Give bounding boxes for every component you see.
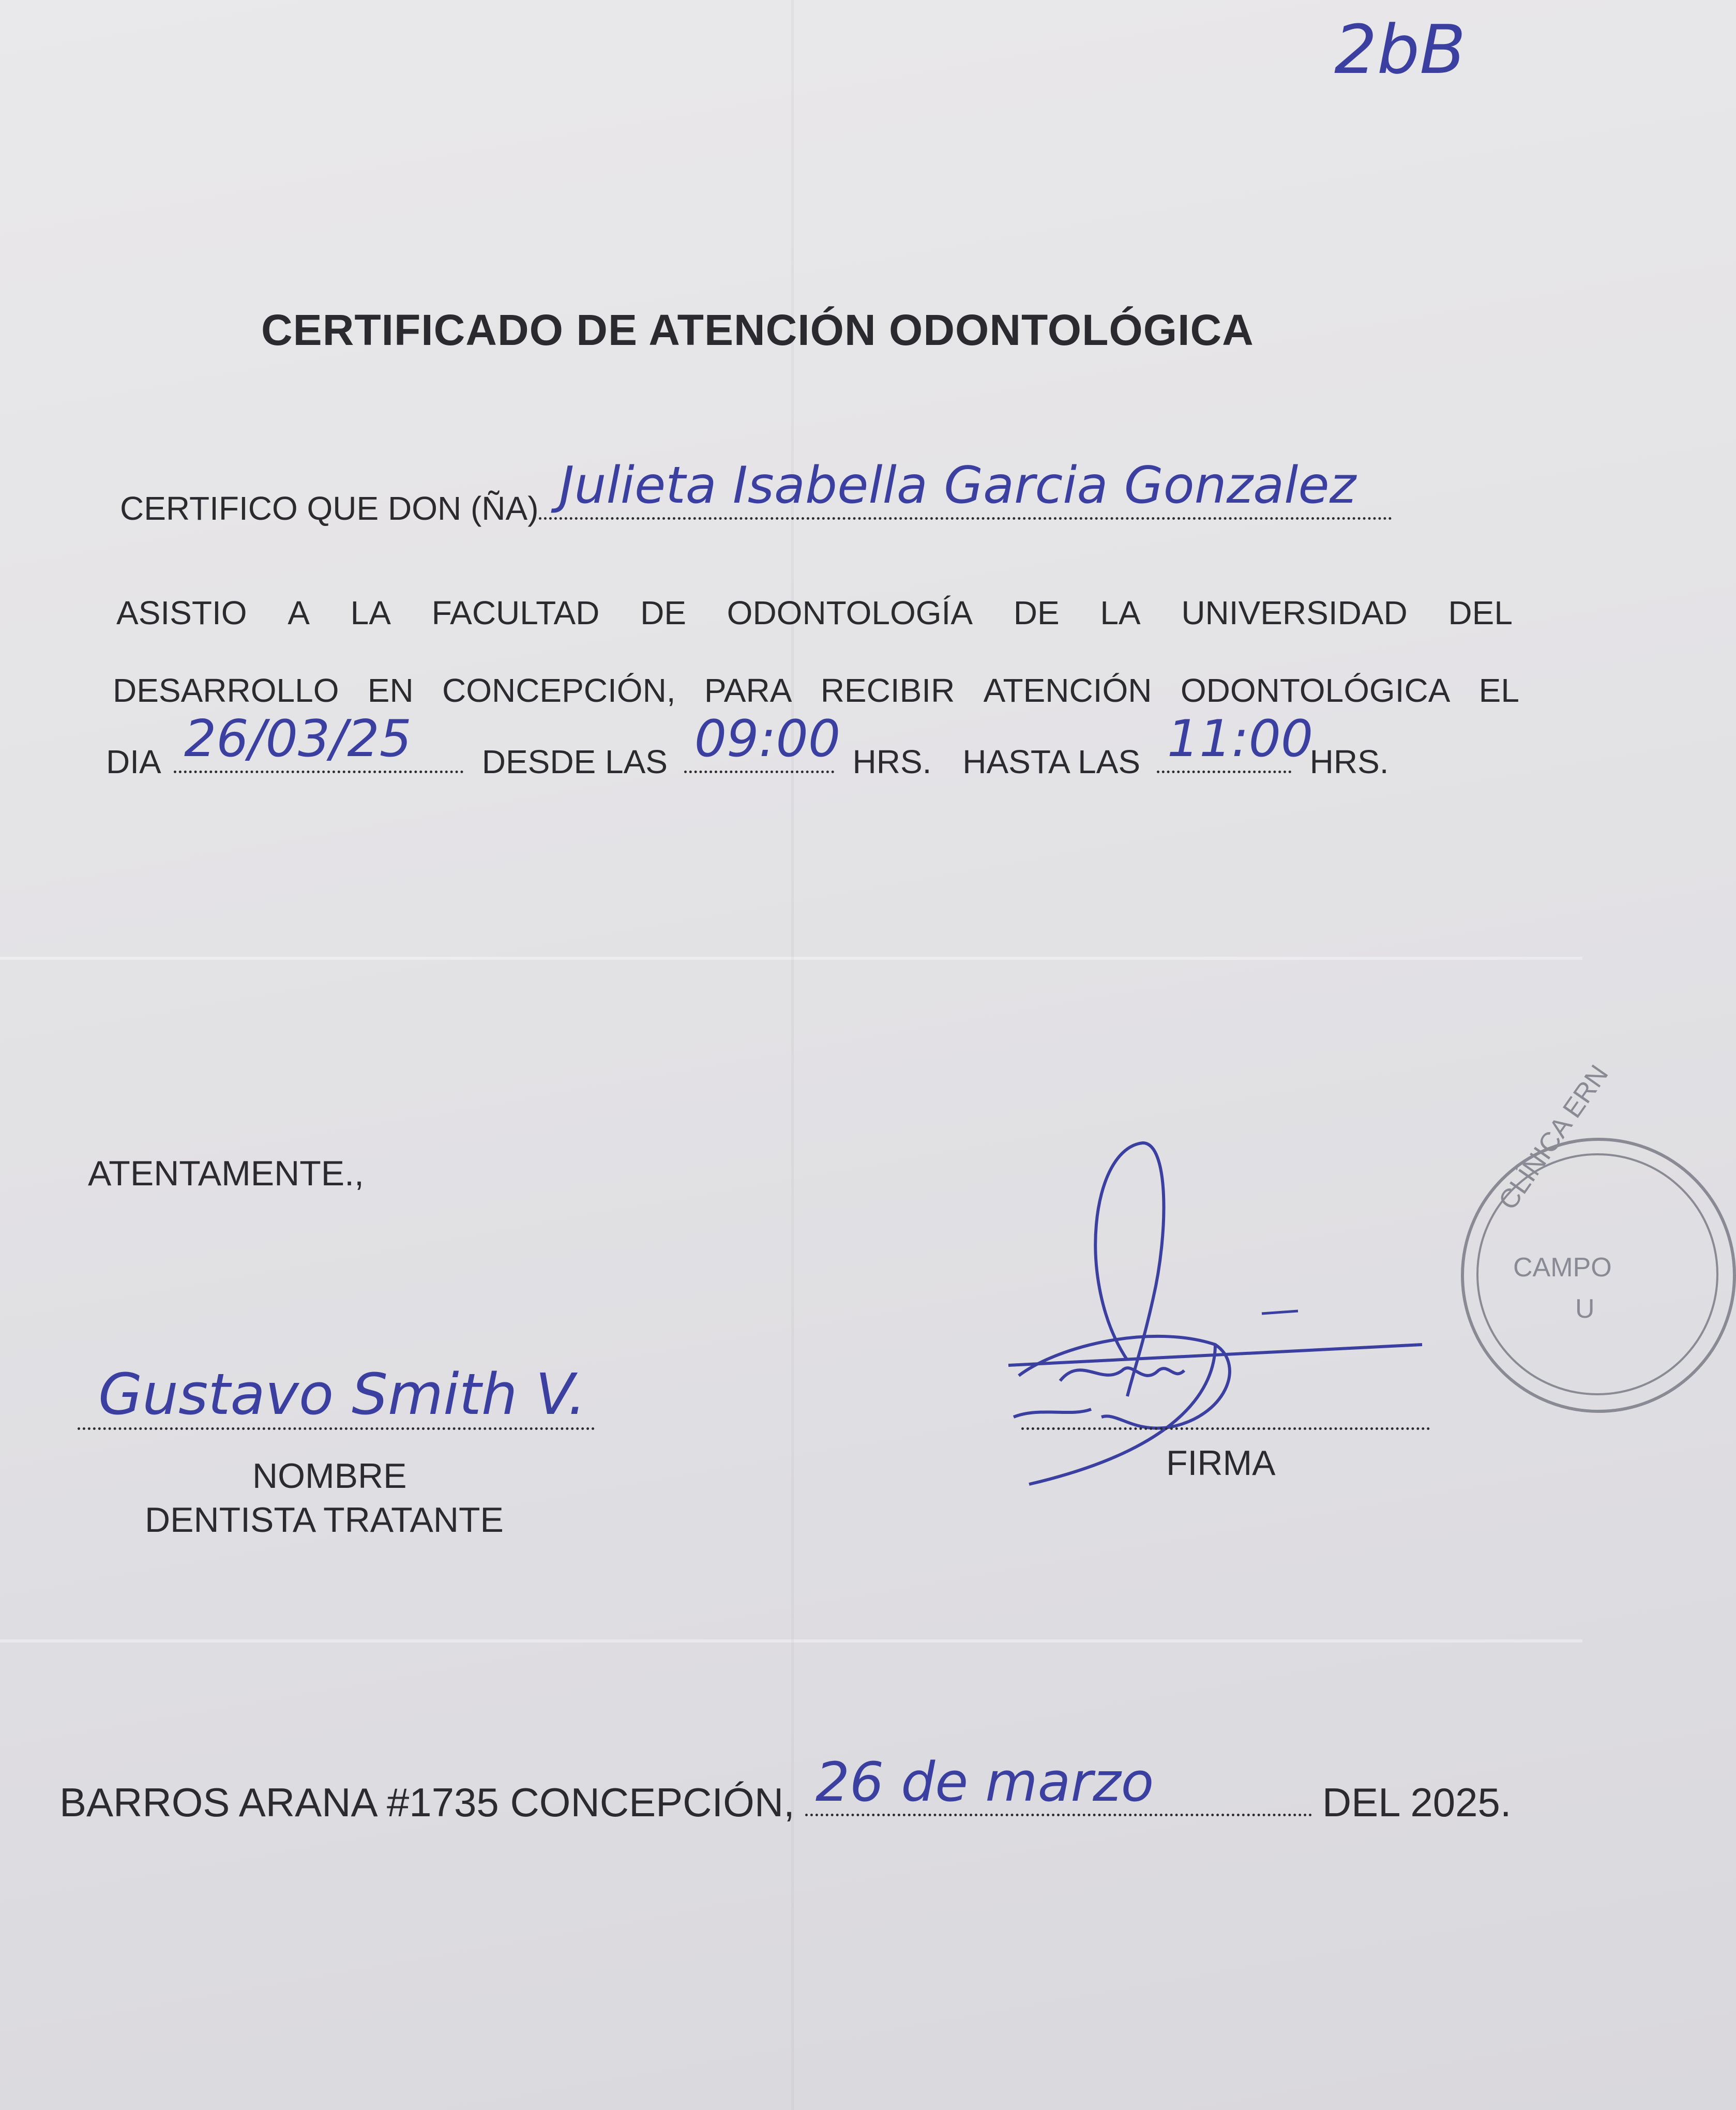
dia-field xyxy=(174,710,463,773)
footer-date-field xyxy=(805,1751,1312,1816)
word: ASISTIO xyxy=(116,594,247,631)
dentista-label: DENTISTA TRATANTE xyxy=(145,1500,504,1540)
certify-prefix: CERTIFICO QUE DON (ÑA) xyxy=(120,490,539,527)
word: EL xyxy=(1478,672,1519,709)
hrs-label: HRS. xyxy=(1309,743,1389,780)
nombre-label: NOMBRE xyxy=(252,1456,407,1496)
patient-name-field xyxy=(539,456,1392,520)
dentist-name-field xyxy=(78,1361,595,1430)
dentist-name-block xyxy=(78,1361,595,1430)
footer-date: 26 de marzo xyxy=(815,1751,1154,1814)
closing-text: ATENTAMENTE., xyxy=(88,1154,364,1193)
word: PARA xyxy=(704,672,792,709)
stamp-text-low: U xyxy=(1575,1294,1595,1324)
word: RECIBIR xyxy=(820,672,955,709)
patient-name: Julieta Isabella Garcia Gonzalez xyxy=(559,456,1356,515)
clinic-stamp xyxy=(1461,1060,1736,1413)
hasta-value: 11:00 xyxy=(1167,710,1314,768)
firma-label: FIRMA xyxy=(1166,1443,1276,1483)
word: CONCEPCIÓN, xyxy=(442,672,676,709)
word: DESARROLLO xyxy=(113,672,339,709)
stamp-text-mid: CAMPO xyxy=(1513,1253,1612,1283)
word: DE xyxy=(640,594,686,631)
body-line-3 xyxy=(113,671,1519,710)
certify-line xyxy=(120,456,1392,528)
page-number-annotation: 2bB xyxy=(1334,10,1466,89)
stamp-text-top: CLÍNICA ERN xyxy=(1492,1060,1614,1215)
body-line-2 xyxy=(116,594,1513,632)
word: A xyxy=(288,594,310,631)
dia-value: 26/03/25 xyxy=(184,710,412,768)
word: DE xyxy=(1013,594,1060,631)
word: LA xyxy=(1100,594,1141,631)
signature-line xyxy=(1021,1386,1430,1430)
hasta-label: HASTA LAS xyxy=(962,743,1141,780)
word: ODONTOLOGÍA xyxy=(727,594,973,631)
hrs-label: HRS. xyxy=(852,743,932,780)
word: FACULTAD xyxy=(431,594,600,631)
document-title: CERTIFICADO DE ATENCIÓN ODONTOLÓGICA xyxy=(261,306,1254,354)
desde-value: 09:00 xyxy=(694,710,841,768)
word: DEL xyxy=(1448,594,1513,631)
date-time-line xyxy=(106,710,1389,781)
word: ATENCIÓN xyxy=(983,672,1152,709)
word: LA xyxy=(350,594,391,631)
dentist-name: Gustavo Smith V. xyxy=(98,1361,586,1427)
word: ODONTOLÓGICA xyxy=(1180,672,1451,709)
address: BARROS ARANA #1735 CONCEPCIÓN, xyxy=(59,1780,795,1825)
desde-field xyxy=(684,710,841,773)
year-suffix: DEL 2025. xyxy=(1322,1780,1512,1825)
dia-label: DIA xyxy=(106,743,160,780)
footer-address-line xyxy=(59,1751,1512,1826)
hasta-field xyxy=(1157,710,1314,773)
word: EN xyxy=(367,672,414,709)
word: UNIVERSIDAD xyxy=(1181,594,1408,631)
desde-label: DESDE LAS xyxy=(481,743,668,780)
